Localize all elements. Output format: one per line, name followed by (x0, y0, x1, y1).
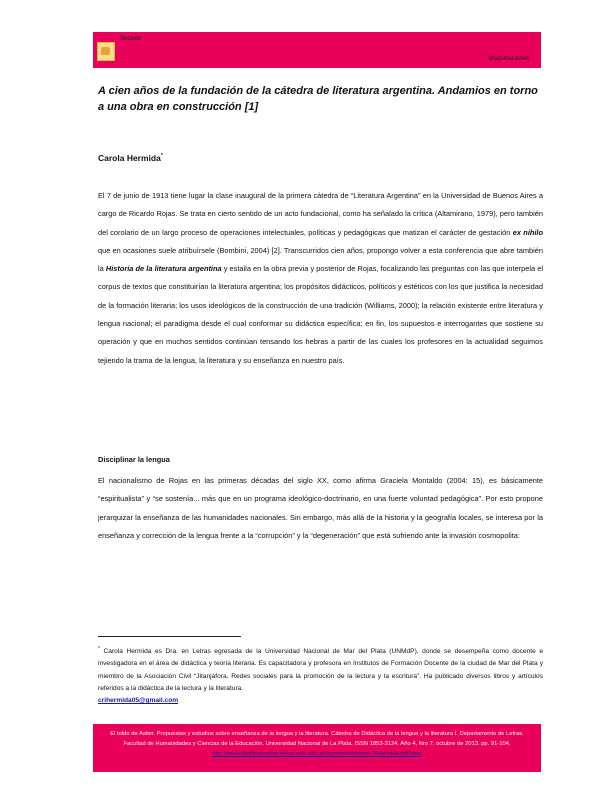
author-name: Carola Hermida (98, 153, 161, 163)
article-title: A cien años de la fundación de la cátedra de literatura argentina. Andamios en torno a una obra en construcción [1] (98, 85, 538, 113)
footnote-divider (98, 636, 241, 637)
footnote-text: Carola Hermida es Dra. en Letras egresada de la Universidad Nacional de Mar del Plata (UNMdP), donde se desempeña como docente e investigadora en el área de didáctica y teoría literaria. Es capacitadora y profesora en Institutos de Formación Docente de la ciudad de Mar del Plata y miembro de la Asociación Civil “Jitanjáfora, Redes sociales para la promoción de la lectura y la escritura”. Ha publicado diversos libros y artículos referidos a la didáctica de la lectura y la literatura. (98, 648, 543, 692)
section-subheading: Disciplinar la lengua (98, 455, 170, 464)
section-label: Sección (120, 36, 142, 42)
citation-footer (103, 729, 531, 759)
paragraph-1: El 7 de junio de 1913 tiene lugar la clase inaugural de la primera cátedra de “Literatura Argentina” en la Universidad de Buenos Aires a cargo de Ricardo Rojas. Se trata en cierto sentido de un acto fundacional, como ha señalado la crítica (Altamirano, 1979), pero también del corolario de un largo proceso de operaciones intelectuales, políticas y pedagógicas que matizan el carácter de gestación ex nihilo que en ocasiones suele atribuírsele (Bombini, 2004) [2]. Transcurridos cien años, propongo volver a esta conferencia que abre también la Historia de la literatura argentina y estaila en la obra previa y posterior de Rojas, focalizando las preguntas con las que interpela el corpus de textos que constituirían la literatura argentina; los propósitos didácticos, políticos y estéticos con los que justifica la necesidad de la formación literaria; los usos ideológicos de la construcción de una tradición (Williams, 2000); la relación existente entre literatura y lengua nacional; el paradigma desde el cual conformar su didáctica específica; en fin, los supuestos e interrogantes que sostiene su operación y que en muchos sentidos continúan tensando los hebras a partir de las cuales los profesores en la actualidad seguimos tejiendo la trama de la lengua, la literatura y su enseñanza en nuestro país. (98, 191, 544, 365)
journal-logo-icon (97, 42, 115, 61)
footnote-mark: * (98, 646, 100, 652)
citation-footer-bar (93, 724, 541, 772)
section-header-bar (93, 32, 541, 68)
book-title: Historia de la literatura argentina (105, 264, 222, 274)
paragraph-2: El nacionalismo de Rojas en las primeras décadas del siglo XX, como afirma Graciela Montaldo (2004: 15), es básicamente “espiritualista” y “se sostenía... más que en un programa ideológico-doctrinario, en una fuerte voluntad pedagógica”. Por esto propone jerarquizar la enseñanza de las humanidades nacionales. Sin embargo, más allá de la historia y la geografía locales, se interesa por la enseñanza y corrección de la lengua frente a la “corrupción” y la “degeneración” que está sufriendo ante la invasión cosmopolita: (98, 476, 543, 540)
section-name: Maquinaciones (488, 56, 529, 62)
citation-text: El toldo de Astier. Propuestas y estudios sobre enseñanza de la lengua y la literatura. Cátedra de Didáctica de la lengua y la literatura I. Departamento de Letras. Facultad de Humanidades y Ciencias de la Educación. Universidad Nacional de La Plata. ISSN 1853-3124. Año 4, Nro 7, octubre de 2013. pp. 91-104. (110, 731, 524, 747)
article-url-link[interactable]: http://www.eltoldodeastier.fahce.unlp.edu.ar/numeros/numero-7/Hermida.pdf/view (212, 751, 422, 757)
author-email-link[interactable]: crihermida05@gmail.com (98, 697, 179, 704)
footnote (98, 643, 543, 707)
italic-term: ex nihilo (512, 227, 544, 237)
author-footnote-mark[interactable]: * (160, 153, 163, 160)
article-author (98, 153, 163, 163)
